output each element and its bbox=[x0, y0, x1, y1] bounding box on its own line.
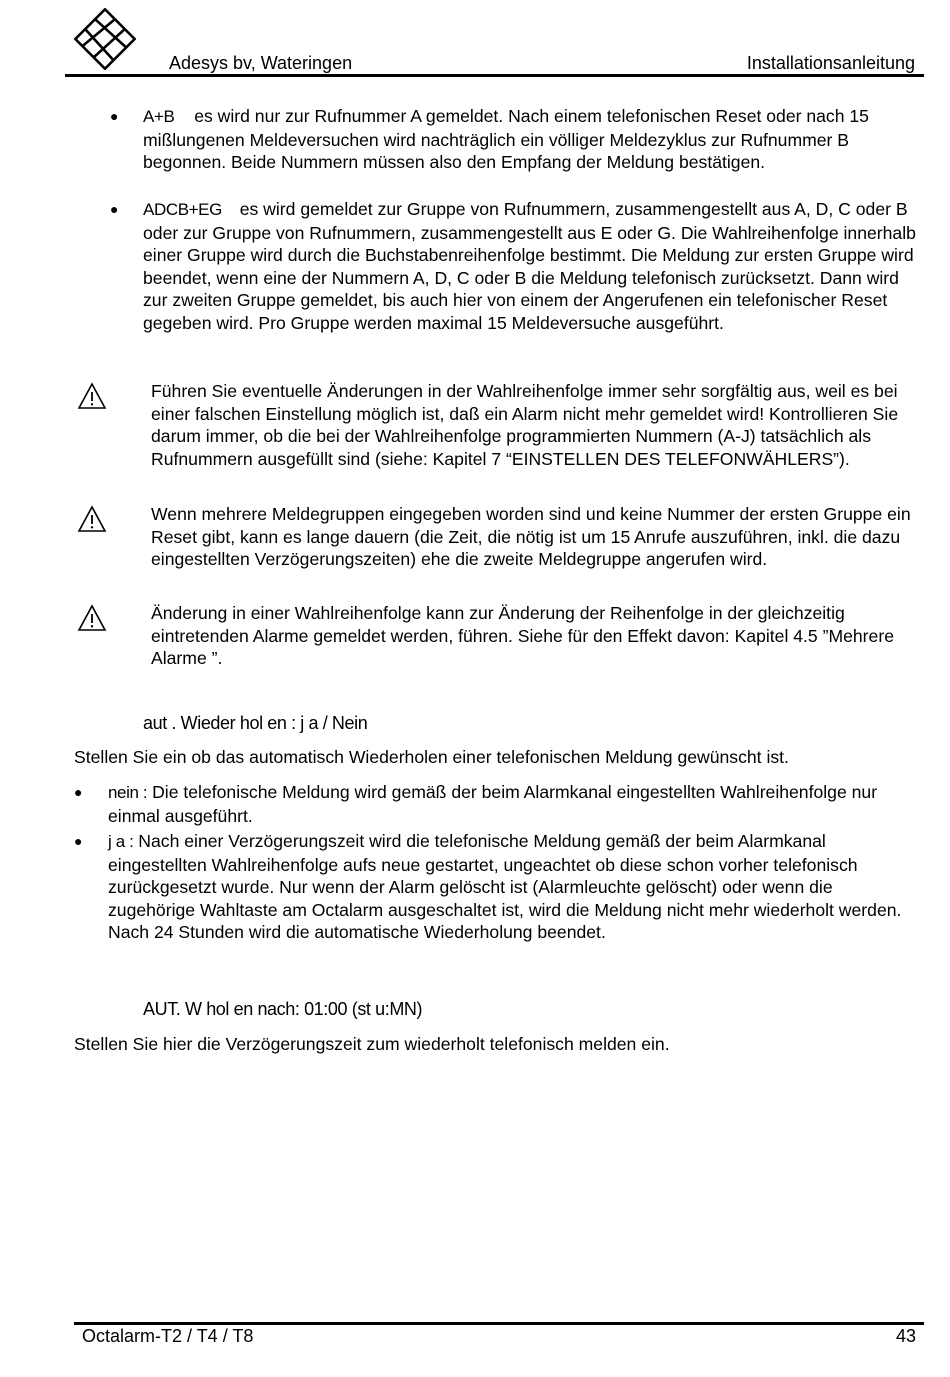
dial-bullet-2 bbox=[143, 198, 918, 335]
footer-product: Octalarm-T2 / T4 / T8 bbox=[82, 1326, 254, 1346]
dial-bullet-1 bbox=[143, 105, 933, 174]
warning-1-text: Führen Sie eventuelle Änderungen in der Wahlreihenfolge immer sehr sorgfältig aus, weil es bei einer falschen Einstellung möglich ist, daß ein Alarm nicht mehr gemeldet wird! Kontrollieren Sie darum immer, ob die bei der Wahlreihenfolge programmierten Nummern (A-J) tatsächlich als Rufnummern ausgefüllt sind (siehe: Kapitel 7 “EINSTELLEN DES TELEFONWÄHLERS”). bbox=[151, 381, 899, 469]
auto-delay-description: Stellen Sie hier die Verzögerungszeit zum wiederholt telefonisch melden ein. bbox=[74, 1034, 670, 1054]
dial-text: es wird nur zur Rufnummer A gemeldet. Nach einem telefonischen Reset oder nach 15 mißlungenen Meldeversuchen wird nachträglich ein völliger Meldezyklus zur Rufnummer B begonnen. Beide Nummern müssen also den Empfang der Meldung bestätigen. bbox=[143, 106, 869, 173]
bullet-marker: ● bbox=[110, 201, 119, 217]
auto-delay-menu-line: AUT. W hol en nach: 01:00 (st u:MN) bbox=[143, 999, 423, 1019]
page-number: 43 bbox=[895, 1326, 916, 1346]
bullet-marker: ● bbox=[74, 784, 83, 800]
dial-code: ADCB+EG bbox=[143, 200, 222, 219]
warning-3-text: Änderung in einer Wahlreihenfolge kann zur Änderung der Reihenfolge in der gleichzeitig eintretenden Alarme gemeldet werden, führen. Siehe für den Effekt davon: Kapitel 4.5 ”Mehrere Alarme ”. bbox=[151, 603, 894, 669]
option-code: nein : bbox=[108, 783, 148, 802]
auto-repeat-option-ja bbox=[108, 830, 908, 944]
auto-repeat-option-nein bbox=[108, 781, 908, 827]
warning-triangle-icon bbox=[77, 382, 107, 410]
warning-triangle-icon bbox=[77, 505, 107, 533]
warning-triangle-icon bbox=[77, 604, 107, 632]
header-company: Adesys bv, Wateringen bbox=[169, 53, 353, 73]
header-doc-type: Installationsanleitung bbox=[746, 53, 915, 73]
option-code: j a : bbox=[108, 832, 134, 851]
bullet-marker: ● bbox=[74, 833, 83, 849]
option-text: Nach einer Verzögerungszeit wird die telefonische Meldung gemäß der beim Alarmkanal eingestellten Wahlreihenfolge aufs neue gestartet, ungeachtet ob diese schon vorher telefonisch zurückgesetzt wurde. Nur wenn der Alarm gelöscht ist (Alarmleuchte gelöscht) oder wenn die zugehörige Wahltaste am Octalarm ausgeschaltet ist, wird die Meldung nicht mehr wiederholt werden. Nach 24 Stunden wird die automatische Wiederholung beendet. bbox=[108, 831, 902, 943]
header-divider bbox=[65, 74, 924, 77]
auto-repeat-description: Stellen Sie ein ob das automatisch Wiederholen einer telefonischen Meldung gewünscht ist. bbox=[74, 747, 789, 767]
dial-code: A+B bbox=[143, 107, 175, 126]
adesys-logo-icon bbox=[72, 6, 138, 72]
bullet-marker: ● bbox=[110, 108, 119, 124]
footer-divider bbox=[74, 1322, 924, 1325]
auto-repeat-menu-line: aut . Wieder hol en : j a / Nein bbox=[143, 713, 368, 733]
warning-2-text: Wenn mehrere Meldegruppen eingegeben worden sind und keine Nummer der ersten Gruppe ein Reset gibt, kann es lange dauern (die Zeit, die nötig ist um 15 Anrufe auszuführen, inkl. die dazu eingestellten Verzögerungszeiten) ehe die zweite Meldegruppe angerufen wird. bbox=[151, 504, 911, 570]
dial-text: es wird gemeldet zur Gruppe von Rufnummern, zusammengestellt aus A, D, C oder B oder zur Gruppe von Rufnummern, zusammengestellt aus E oder G. Die Wahlreihenfolge innerhalb einer Gruppe wird durch die Buchstabenreihenfolge bestimmt. Die Meldung zur ersten Gruppe wird beendet, wenn eine der Nummern A, D, C oder B die Meldung telefonisch zurücksetzt. Dann wird zur zweiten Gruppe gemeldet, bis auch hier von einem der Angerufenen ein telefonischer Reset gegeben wird. Pro Gruppe werden maximal 15 Meldeversuche ausgeführt. bbox=[143, 199, 916, 333]
option-text: Die telefonische Meldung wird gemäß der beim Alarmkanal eingestellten Wahlreihenfolge nur einmal ausgeführt. bbox=[108, 782, 878, 826]
